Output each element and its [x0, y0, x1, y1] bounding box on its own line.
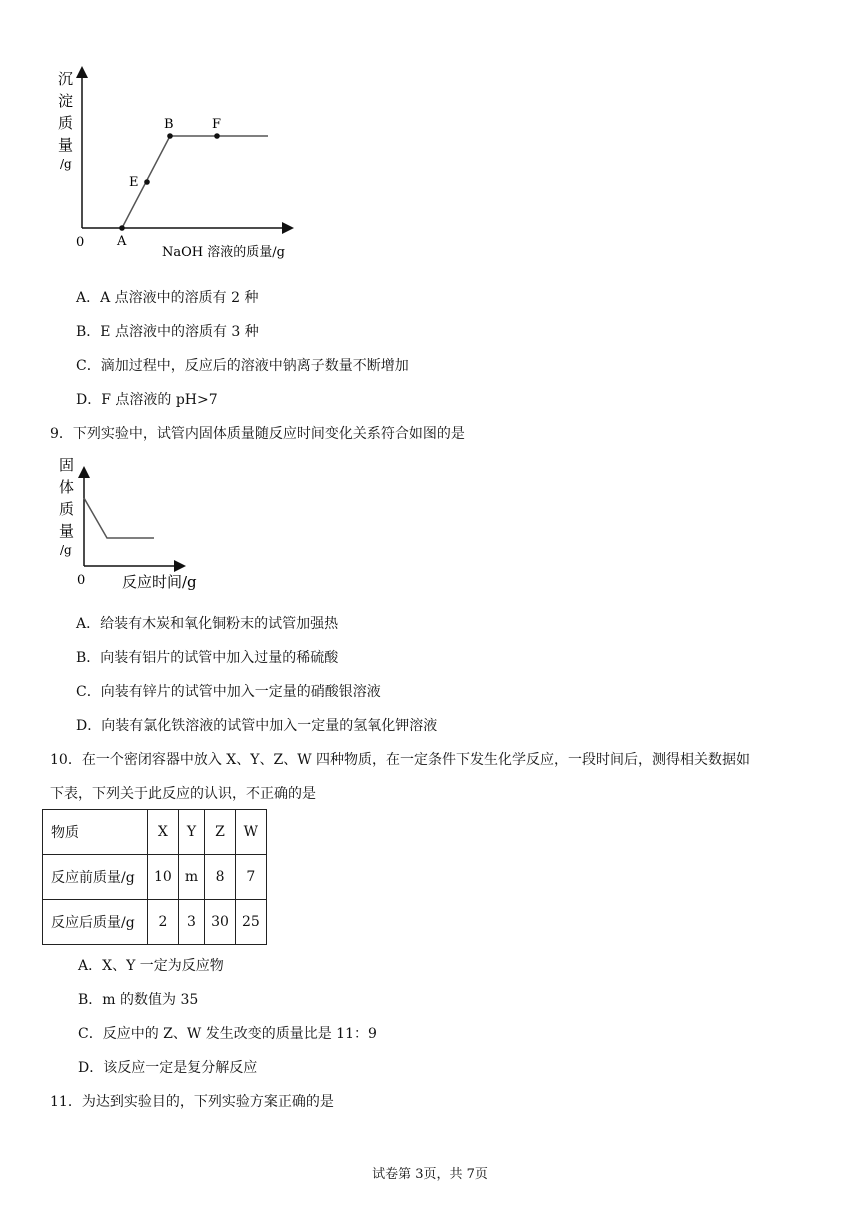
- q9-option-a: A．给装有木炭和氧化铜粉末的试管加强热: [76, 616, 339, 632]
- table-header-cell: W: [235, 810, 266, 855]
- precipitate-mass-chart: [50, 62, 310, 272]
- y-label-char: 淀: [58, 92, 74, 110]
- solid-mass-curve: [84, 498, 154, 538]
- q10-stem-line2: 下表，下列关于此反应的认识，不正确的是: [50, 786, 316, 802]
- table-row: [43, 900, 267, 945]
- table-cell: m: [178, 855, 204, 900]
- point-f: [214, 133, 220, 139]
- point-b-label: B: [164, 117, 174, 132]
- q10-option-c: C．反应中的 Z、W 发生改变的质量比是 11：9: [78, 1026, 377, 1042]
- q10-stem-line1: 10．在一个密闭容器中放入 X、Y、Z、W 四种物质，在一定条件下发生化学反应，一段时间后，测得相关数据如: [50, 752, 751, 768]
- y-label-char: /g: [60, 157, 72, 171]
- q9-stem: 9．下列实验中，试管内固体质量随反应时间变化关系符合如图的是: [50, 426, 465, 442]
- y-label-char: 量: [58, 136, 74, 154]
- table-cell: 30: [205, 900, 236, 945]
- table-cell: 8: [205, 855, 236, 900]
- q9-option-d: D．向装有氯化铁溶液的试管中加入一定量的氢氧化钾溶液: [76, 718, 438, 734]
- table-header-cell: X: [148, 810, 179, 855]
- table-row: [43, 855, 267, 900]
- table-cell: 2: [148, 900, 179, 945]
- table-cell: 3: [178, 900, 204, 945]
- q8-option-d: D．F 点溶液的 pH>7: [76, 392, 218, 408]
- q10-option-a: A．X、Y 一定为反应物: [78, 958, 224, 974]
- q9-option-b: B．向装有铝片的试管中加入过量的稀硫酸: [76, 650, 339, 666]
- q8-option-b: B．E 点溶液中的溶质有 3 种: [76, 324, 259, 340]
- y-label-char: 质: [59, 500, 75, 518]
- q10-option-d: D．该反应一定是复分解反应: [78, 1060, 258, 1076]
- q10-option-b: B．m 的数值为 35: [78, 992, 199, 1008]
- y-label-char: 质: [58, 114, 74, 132]
- solid-mass-chart: [50, 452, 210, 598]
- y-label-char: /g: [60, 543, 72, 557]
- origin-label: 0: [76, 235, 85, 250]
- table-cell: 10: [148, 855, 179, 900]
- y-label-char: 体: [59, 478, 75, 496]
- q8-option-a: A．A 点溶液中的溶质有 2 种: [76, 290, 259, 306]
- table-header-cell: 物质: [43, 810, 148, 855]
- q11-stem: 11．为达到实验目的，下列实验方案正确的是: [50, 1094, 334, 1110]
- mass-data-table: [42, 809, 267, 945]
- y-label-char: 沉: [58, 70, 74, 88]
- point-e-label: E: [129, 175, 139, 190]
- y-label-char: 量: [59, 522, 75, 540]
- x-axis-label: 反应时间/g: [122, 573, 197, 591]
- point-a-label: A: [117, 234, 127, 249]
- table-cell: 25: [235, 900, 266, 945]
- y-label-char: 固: [59, 456, 75, 474]
- table-header-cell: Y: [178, 810, 204, 855]
- q9-option-c: C．向装有锌片的试管中加入一定量的硝酸银溶液: [76, 684, 381, 700]
- table-cell: 反应后质量/g: [43, 900, 148, 945]
- point-e: [144, 179, 150, 185]
- origin-label: 0: [77, 573, 86, 588]
- precipitate-curve: [122, 136, 268, 228]
- point-b: [167, 133, 173, 139]
- page-footer: 试卷第 3页，共 7页: [372, 1167, 488, 1182]
- table-header-row: [43, 810, 267, 855]
- table-header-cell: Z: [205, 810, 236, 855]
- point-f-label: F: [212, 117, 222, 132]
- table-cell: 7: [235, 855, 266, 900]
- x-axis-label: NaOH 溶液的质量/g: [162, 245, 285, 260]
- point-a: [119, 225, 125, 231]
- table-cell: 反应前质量/g: [43, 855, 148, 900]
- q8-option-c: C．滴加过程中，反应后的溶液中钠离子数量不断增加: [76, 358, 409, 374]
